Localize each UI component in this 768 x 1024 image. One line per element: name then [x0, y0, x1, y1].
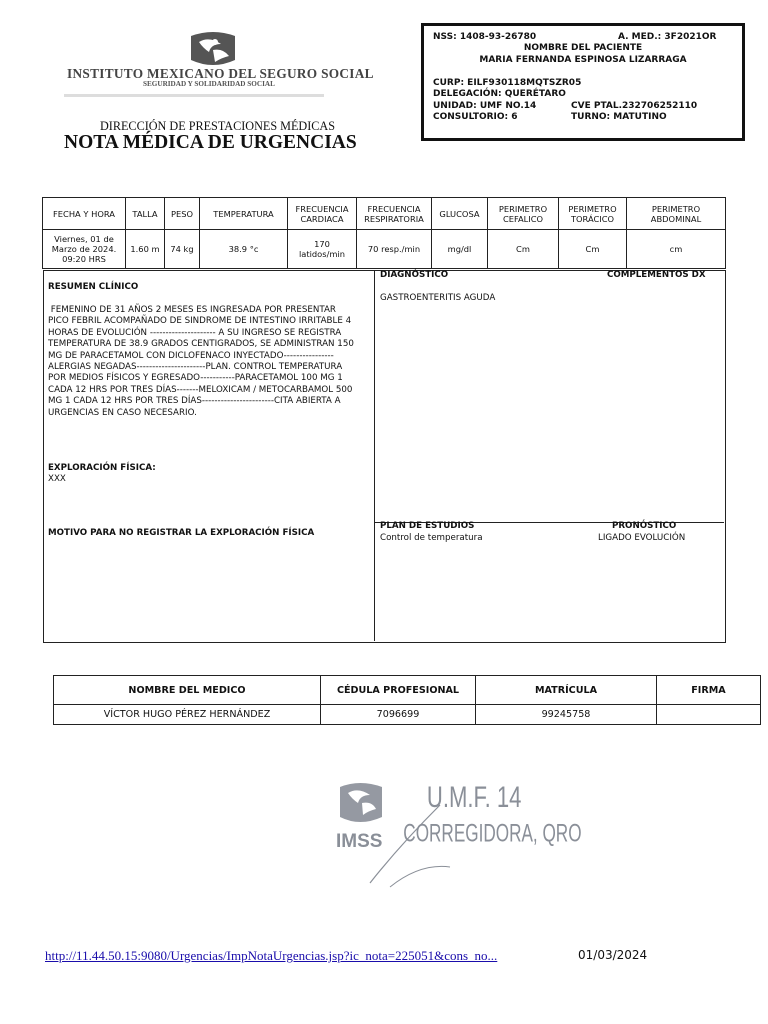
- vitals-cell: 170 latidos/min: [288, 230, 357, 269]
- vitals-cell: Cm: [559, 230, 627, 269]
- pronostico-value: LIGADO EVOLUCIÓN: [598, 533, 686, 543]
- institution-name: INSTITUTO MEXICANO DEL SEGURO SOCIAL: [67, 66, 374, 81]
- vitals-cell: Cm: [488, 230, 559, 269]
- institution-slogan: SEGURIDAD Y SOLIDARIDAD SOCIAL: [143, 80, 275, 88]
- turno: TURNO: MATUTINO: [571, 112, 667, 122]
- imss-logo: [62, 28, 362, 100]
- resumen-label: RESUMEN CLÍNICO: [48, 282, 139, 292]
- pronostico-label: PRONÓSTICO: [612, 521, 677, 531]
- unidad: UNIDAD: UMF NO.14: [433, 101, 537, 111]
- vitals-header: FECHA Y HORA: [43, 198, 126, 230]
- resumen-line: TEMPERATURA DE 38.9 GRADOS CENTIGRADOS, SE ADMINISTRAN 150: [48, 339, 354, 350]
- cve-ptal: CVE PTAL.232706252110: [571, 101, 698, 111]
- stamp-line1: U.M.F. 14: [426, 779, 522, 815]
- exploracion-value: XXX: [48, 474, 66, 484]
- resumen-line: ALERGIAS NEGADAS----------------------PLAN. CONTROL TEMPERATURA: [48, 362, 343, 373]
- vitals-cell: 70 resp./min: [357, 230, 432, 269]
- doctor-header: CÉDULA PROFESIONAL: [321, 676, 476, 705]
- vitals-cell: 38.9 °c: [200, 230, 288, 269]
- stamp-line2: CORREGIDORA, QRO: [403, 818, 582, 848]
- doctor-matricula: 99245758: [476, 705, 657, 725]
- resumen-text: [48, 305, 372, 419]
- resumen-line: POR MEDIOS FÍSICOS Y EGRESADO-----------PARACETAMOL 100 MG 1: [48, 373, 343, 384]
- exploracion-label: EXPLORACIÓN FÍSICA:: [48, 463, 156, 473]
- vitals-header: FRECUENCIA RESPIRATORIA: [357, 198, 432, 230]
- resumen-line: MG DE PARACETAMOL CON DICLOFENACO INYECTADO----------------: [48, 350, 334, 361]
- doctor-value-row: [54, 705, 761, 725]
- resumen-line: HORAS DE EVOLUCIÓN --------------------- A SU INGRESO SE REGISTRA: [48, 327, 342, 338]
- column-divider: [374, 270, 375, 641]
- imss-emblem-icon: [62, 28, 362, 100]
- doctor-firma: [657, 705, 761, 725]
- vitals-value-row: [43, 230, 726, 269]
- doctor-header: FIRMA: [657, 676, 761, 705]
- direccion-heading: DIRECCIÓN DE PRESTACIONES MÉDICAS: [100, 119, 336, 133]
- vitals-header: PERIMETRO TORÁCICO: [559, 198, 627, 230]
- vitals-header: PESO: [165, 198, 200, 230]
- footer-date: 01/03/2024: [578, 948, 648, 962]
- resumen-line: URGENCIAS EN CASO NECESARIO.: [48, 407, 197, 418]
- patient-name: MARIA FERNANDA ESPINOSA LIZARRAGA: [479, 55, 687, 65]
- doctor-cedula: 7096699: [321, 705, 476, 725]
- doctor-name: VÍCTOR HUGO PÉREZ HERNÁNDEZ: [54, 705, 321, 725]
- vitals-cell: 74 kg: [165, 230, 200, 269]
- resumen-line: PICO FEBRIL ACOMPAÑADO DE SINDROME DE INTESTINO IRRITABLE 4: [48, 316, 352, 327]
- vitals-header: PERIMETRO CEFALICO: [488, 198, 559, 230]
- a-med: A. MED.: 3F2021OR: [618, 32, 717, 42]
- resumen-line: FEMENINO DE 31 AÑOS 2 MESES ES INGRESADA POR PRESENTAR: [48, 305, 336, 315]
- patient-info-box: [421, 23, 745, 141]
- vitals-header: GLUCOSA: [432, 198, 488, 230]
- vitals-header: FRECUENCIA CARDIACA: [288, 198, 357, 230]
- nss: NSS: 1408-93-26780: [433, 32, 537, 42]
- vitals-table: [42, 197, 726, 269]
- plan-label: PLAN DE ESTUDIOS: [380, 521, 475, 531]
- vitals-cell: Viernes, 01 de Marzo de 2024. 09:20 HRS: [43, 230, 126, 269]
- plan-value: Control de temperatura: [380, 533, 483, 543]
- diagnostico-value: GASTROENTERITIS AGUDA: [380, 293, 496, 303]
- doctor-header-row: [54, 676, 761, 705]
- stamp-graphic: [330, 775, 582, 890]
- document-title: NOTA MÉDICA DE URGENCIAS: [64, 132, 357, 153]
- motivo-label: MOTIVO PARA NO REGISTRAR LA EXPLORACIÓN FÍSICA: [48, 528, 315, 538]
- stamp-emblem-icon: [340, 783, 382, 822]
- logo-divider: [64, 94, 324, 97]
- vitals-header: PERIMETRO ABDOMINAL: [627, 198, 726, 230]
- delegacion: DELEGACIÓN: QUERÉTARO: [433, 89, 566, 99]
- vitals-cell: cm: [627, 230, 726, 269]
- vitals-cell: 1.60 m: [126, 230, 165, 269]
- resumen-line: CADA 12 HRS POR TRES DÍAS-------MELOXICAM / METOCARBAMOL 500: [48, 384, 353, 395]
- umf-stamp: [330, 775, 582, 890]
- vitals-cell: mg/dl: [432, 230, 488, 269]
- patient-name-label: NOMBRE DEL PACIENTE: [523, 43, 643, 53]
- doctor-table: [53, 675, 761, 725]
- doctor-header: NOMBRE DEL MEDICO: [54, 676, 321, 705]
- diagnostico-label: DIAGNÓSTICO: [380, 270, 449, 280]
- complementos-label: COMPLEMENTOS DX: [607, 270, 706, 280]
- footer-url-link[interactable]: http://11.44.50.15:9080/Urgencias/ImpNotaUrgencias.jsp?ic_nota=225051&cons_no...: [45, 948, 498, 963]
- vitals-header-row: [43, 198, 726, 230]
- vitals-header: TEMPERATURA: [200, 198, 288, 230]
- stamp-brand: IMSS: [336, 831, 383, 852]
- consultorio: CONSULTORIO: 6: [433, 112, 518, 122]
- vitals-header: TALLA: [126, 198, 165, 230]
- doctor-header: MATRÍCULA: [476, 676, 657, 705]
- curp: CURP: EILF930118MQTSZR05: [433, 78, 582, 88]
- resumen-line: MG 1 CADA 12 HRS POR TRES DÍAS-----------------------CITA ABIERTA A: [48, 396, 341, 407]
